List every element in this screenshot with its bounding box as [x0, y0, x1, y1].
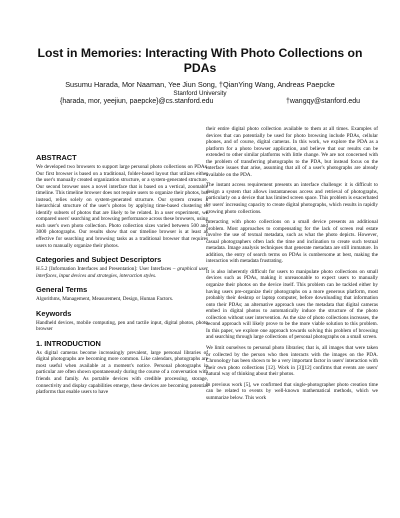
categories-text-main: H.5.2 [Information Interfaces and Presentation]: User Interfaces – — [36, 266, 178, 273]
abstract-heading: ABSTRACT — [36, 153, 77, 162]
author-list: Susumu Harada, Mor Naaman, Yee Jiun Song, †QianYing Wang, Andreas Paepcke — [65, 80, 335, 89]
paper-title-line-2: PDAs — [183, 61, 217, 75]
email-secondary: †wangqy@stanford.edu — [285, 98, 360, 105]
keywords-text: Handheld devices, mobile computing, pen and tactile input, digital photos, photo browser — [36, 319, 208, 333]
introduction-heading: 1. INTRODUCTION — [36, 338, 101, 348]
introduction-text: As digital cameras become increasingly prevalent, large personal libraries of digital photographs are becoming more common. Like calendars, photographs are most useful when available at a moment's notice. Personal photographs in particular are often shown spontaneously during the course of a conversation with friends and family. As portable devices with credible processing, storage, connectivity and display capabilities emerge, these devices are becoming potential platforms that enable users to have — [36, 349, 208, 396]
email-primary: {harada, mor, yeejiun, paepcke}@cs.stanford.edu — [60, 98, 214, 105]
general-terms-text: Algorithms, Management, Measurement, Design, Human Factors. — [36, 296, 174, 303]
body-paragraph-6: In previous work [5], we confirmed that single-photographer photo creation time can be related to events by well-known mathematical methods, which we summarize below. This work — [206, 381, 378, 401]
body-paragraph-2: The instant access requirement presents an interface challenge: it is difficult to design a system that allows instantaneous access and retrieval of photographs, particularly on a device that has limited screen space. This problem is exacerbated by users' increasing capacity to create digital photographs, which results in rapidly growing photo collections. — [206, 182, 378, 215]
left-column — [36, 126, 208, 400]
abstract-text: We developed two browsers to support large personal photo collections on PDAs. Our first browser is based on a traditional, folder-based layout that utilizes either the user's manually created organization structure, or a system-generated structure. Our second browser uses a novel interface that is based on a vertical, zoomable timeline. This timeline browser does not require users to organize their photos, but instead, relies solely on system-generated structure. Our system creates a hierarchical structure of the user's photos by applying time-based clustering to identify subsets of photos that are likely to be related. In a user experiment, we compared users' searching and browsing performance across these browsers, using each user's own photo collection. Photo collection sizes varied between 500 and 3000 photographs. Our results show that our timeline browser is at least as effective for searching and browsing tasks as a traditional browser that requires users to manually organize their photos. — [36, 164, 208, 249]
author-emails — [60, 98, 360, 108]
body-paragraph-5: We limit ourselves to personal photo libraries; that is, all images that were taken or collected by the person who then interacts with the images on the PDA. Chronology has been shown to be a very important factor in users' interaction with their own photo collections [12]. Work in [3][12] confirms that events are users' natural way of thinking about their photos. — [206, 344, 378, 378]
keywords-heading: Keywords — [36, 308, 72, 318]
general-terms-heading: General Terms — [36, 285, 88, 295]
paper-title-line-1: Lost in Memories: Interacting With Photo Collections on — [37, 46, 363, 60]
affiliation: Stanford University — [173, 90, 227, 97]
right-column — [206, 126, 378, 405]
body-paragraph-1: their entire digital photo collection available to them at all times. Examples of devices that can potentially be used for photo browsing include PDAs, cellular phones, and of course, digital cameras. In this work, we explore the PDA as a platform for a photo browser application, and believe that our results can be extended to other similar platforms with little change. We are not concerned with the problem of transferring photographs to the PDA, but instead focus on the interface issues that arise, assuming that all of a user's photographs are already available on the PDA. — [206, 126, 378, 178]
categories-text-italic: graphical user interfaces, input devices and strategies, interaction styles. — [36, 266, 208, 279]
categories-heading: Categories and Subject Descriptors — [36, 255, 162, 265]
paper-title — [20, 46, 380, 76]
body-paragraph-4: It is also inherently difficult for users to manipulate photo collections on small devices such as PDAs, making it unreasonable to expect users to manually organize their photos on the device itself. This problem can be tackled either by having users pre-organize their photographs on a more generous platform, most probably their desktop or laptop computer, before downloading that information onto their PDAs; an alternative approach uses the metadata that digital cameras embed in digital photos to automatically induce the structure of the photo collection without user intervention. As the size of photo collections increases, the second approach will likely prove to be the more viable solution to this problem. In this paper, we explore one approach towards solving this problem of browsing and searching through large collections of personal photographs on a small screen. — [206, 268, 378, 341]
categories-text — [36, 266, 208, 279]
body-paragraph-3: Interacting with photo collections on a small device presents an additional problem. Most approaches to compensating for the lack of screen real estate involve the use of textual metadata, such as what the photo depicts. However, casual photographers often lack the time and inclination to create such textual metadata. Image analysis techniques that generate metadata are still immature. In addition, the entry of search terms on PDAs is cumbersome at best, making the interaction with metadata frustrating. — [206, 219, 378, 265]
